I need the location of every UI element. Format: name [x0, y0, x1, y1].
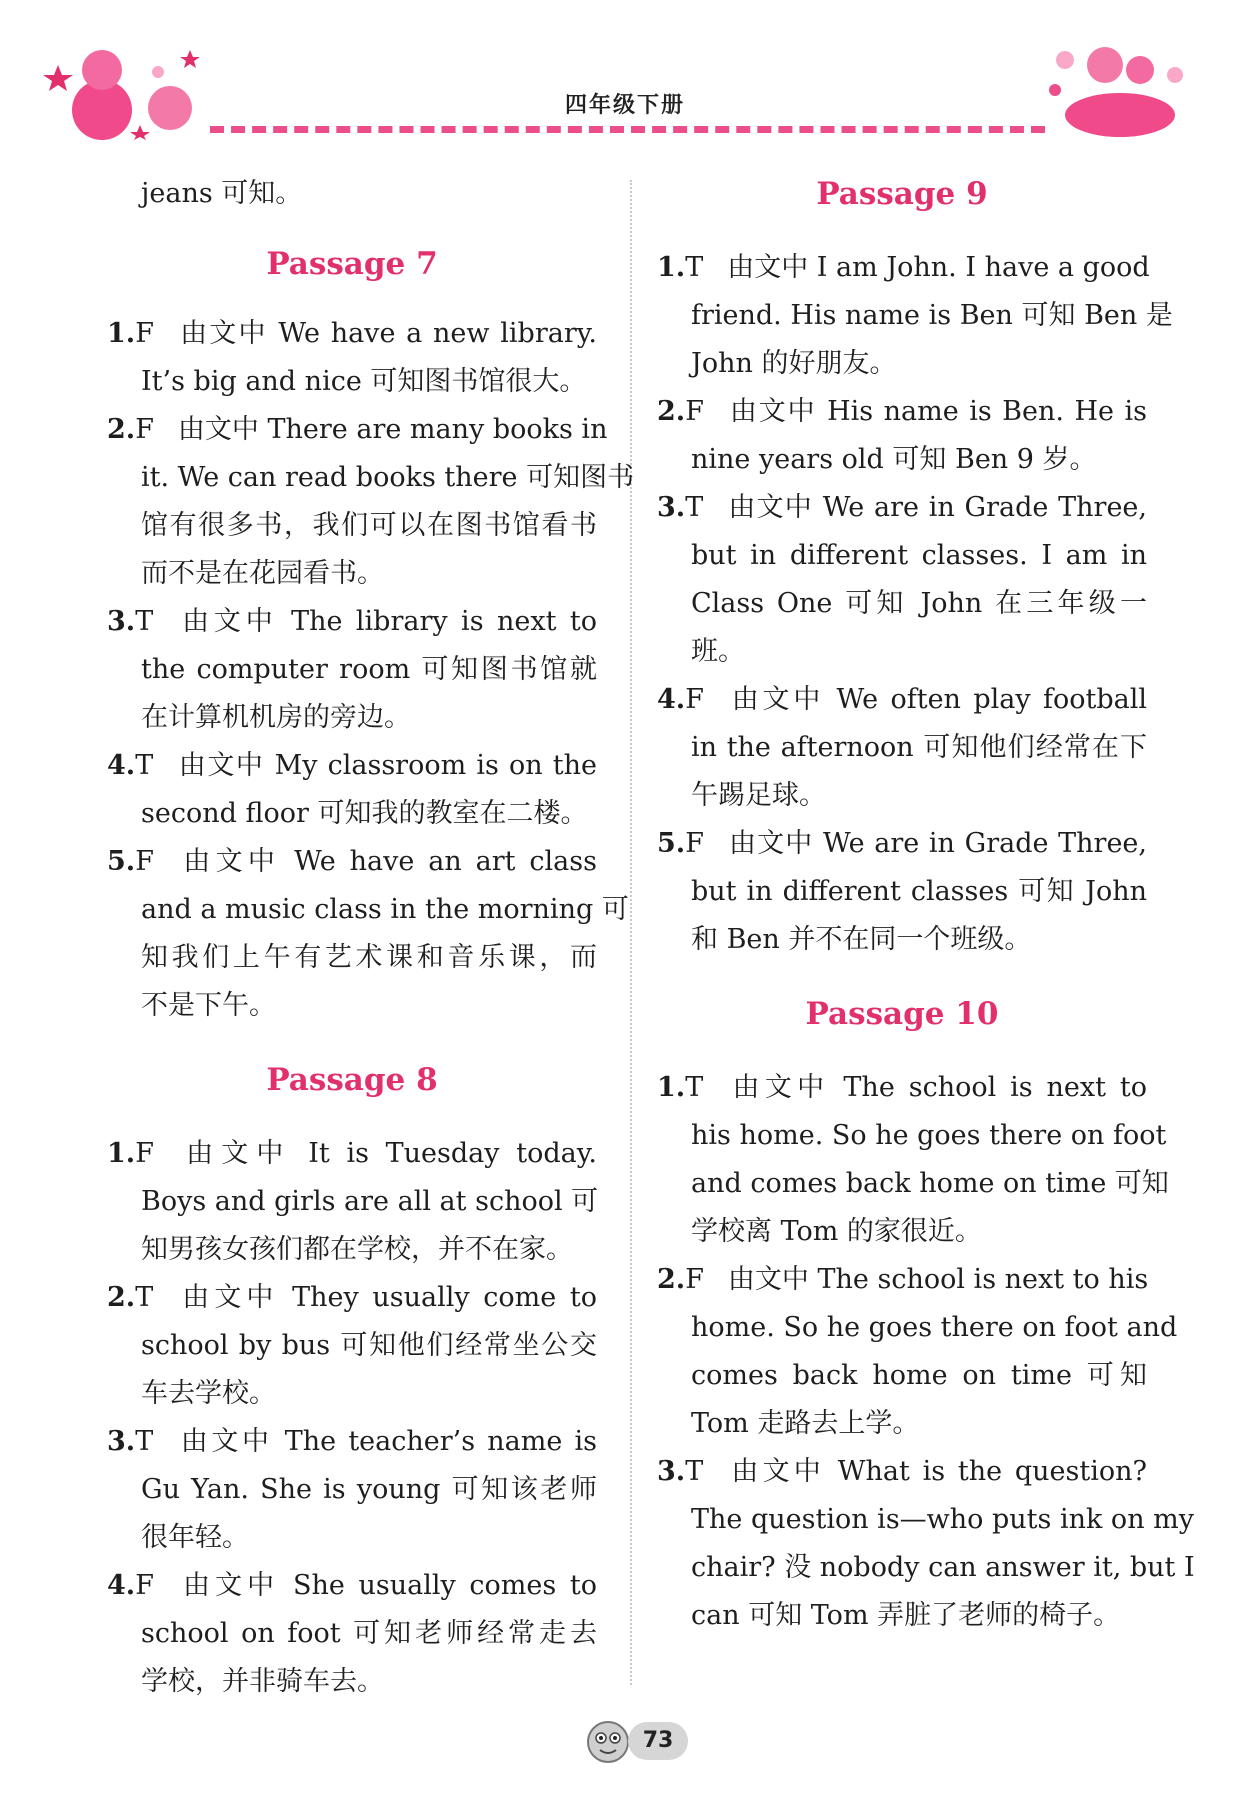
question-number: 1. — [107, 318, 136, 349]
question-number: 4. — [107, 1570, 136, 1601]
explanation-text: It’s big and nice 可知图书馆很大。 — [141, 366, 587, 397]
question-number: 2. — [107, 414, 136, 445]
question-number: 4. — [107, 750, 136, 781]
answer-mark: T — [135, 606, 154, 637]
answer-mark: F — [135, 318, 154, 349]
question-number: 5. — [107, 846, 136, 877]
explanation-text: nine years old 可知 Ben 9 岁。 — [691, 444, 1097, 475]
question-number: 2. — [107, 1282, 136, 1313]
question-item — [107, 406, 635, 598]
question-number: 2. — [657, 1264, 686, 1295]
snowman-decoration-icon — [40, 30, 220, 140]
passage-title: Passage 7 — [266, 246, 438, 282]
page-header — [0, 0, 1250, 160]
explanation-text: 由文中 I am John. I have a good — [727, 252, 1150, 283]
answer-mark: T — [135, 1426, 154, 1457]
explanation-text: 由文中 We often play football — [727, 684, 1147, 715]
explanation-text: 由文中 The teacher’s name is — [177, 1426, 597, 1457]
question-item — [107, 310, 597, 406]
question-number: 3. — [657, 1456, 686, 1487]
question-item — [657, 484, 1147, 676]
question-item — [107, 1562, 597, 1706]
question-number: 1. — [107, 1138, 136, 1169]
answer-mark: T — [685, 492, 704, 523]
question-item — [107, 598, 597, 742]
answer-mark: F — [685, 684, 704, 715]
explanation-text: Class One 可知 John 在三年级一 — [691, 588, 1147, 619]
explanation-text: 由文中 His name is Ben. He is — [727, 396, 1147, 427]
explanation-text: 由文中 It is Tuesday today. — [177, 1138, 597, 1169]
question-number: 1. — [657, 1072, 686, 1103]
explanation-text: 由文中 We are in Grade Three, — [727, 828, 1147, 859]
explanation-text: can 可知 Tom 弄脏了老师的椅子。 — [691, 1600, 1121, 1631]
question-number: 1. — [657, 252, 686, 283]
question-item — [657, 820, 1147, 964]
passage-title: Passage 9 — [816, 176, 988, 212]
page-number: 73 — [628, 1722, 688, 1760]
answer-mark: F — [685, 396, 704, 427]
question-number: 2. — [657, 396, 686, 427]
answer-mark: T — [135, 750, 154, 781]
answer-mark: F — [135, 846, 154, 877]
passage-title: Passage 10 — [805, 996, 999, 1032]
explanation-text: the computer room 可知图书馆就 — [141, 654, 597, 685]
explanation-text: his home. So he goes there on foot — [691, 1120, 1167, 1151]
mascot-icon — [582, 1714, 634, 1766]
answer-mark: F — [135, 414, 154, 445]
explanation-text: 在计算机机房的旁边。 — [141, 702, 411, 733]
explanation-text: 班。 — [691, 636, 745, 667]
answer-mark: T — [685, 1456, 704, 1487]
explanation-text: 车去学校。 — [141, 1378, 276, 1409]
question-number: 3. — [107, 1426, 136, 1457]
explanation-text: in the afternoon 可知他们经常在下 — [691, 732, 1147, 763]
explanation-text: 不是下午。 — [141, 990, 276, 1021]
explanation-text: 由文中 We have an art class — [177, 846, 597, 877]
explanation-text: 由文中 The school is next to his — [727, 1264, 1149, 1295]
explanation-text: second floor 可知我的教室在二楼。 — [141, 798, 588, 829]
question-item — [657, 1448, 1195, 1640]
question-item — [657, 676, 1147, 820]
explanation-text: 由文中 They usually come to — [177, 1282, 597, 1313]
question-item — [107, 838, 629, 1030]
explanation-text: Gu Yan. She is young 可知该老师 — [141, 1474, 597, 1505]
answer-mark: T — [135, 1282, 154, 1313]
left-column — [107, 170, 635, 1706]
question-item — [657, 1256, 1178, 1448]
book-title: 四年级下册 — [564, 92, 685, 118]
explanation-text: Boys and girls are all at school 可 — [141, 1186, 599, 1217]
explanation-text: 馆有很多书，我们可以在图书馆看书 — [141, 510, 597, 541]
question-item — [107, 1418, 597, 1562]
explanation-text: John 的好朋友。 — [691, 348, 897, 379]
question-item — [657, 244, 1173, 388]
question-item — [107, 1130, 597, 1274]
explanation-text: 由文中 We are in Grade Three, — [727, 492, 1147, 523]
answer-mark: F — [135, 1570, 154, 1601]
explanation-text: and a music class in the morning 可 — [141, 894, 629, 925]
answer-mark: F — [135, 1138, 154, 1169]
explanation-text: school by bus 可知他们经常坐公交 — [141, 1330, 597, 1361]
explanation-text: 由文中 The library is next to — [177, 606, 597, 637]
explanation-text: comes back home on time 可知 — [691, 1360, 1147, 1391]
explanation-text: 知我们上午有艺术课和音乐课，而 — [141, 942, 597, 973]
passage-title: Passage 8 — [266, 1062, 438, 1098]
explanation-text: 很年轻。 — [141, 1522, 249, 1553]
answer-mark: T — [685, 252, 704, 283]
explanation-text: 由文中 The school is next to — [727, 1072, 1147, 1103]
continued-text: jeans 可知。 — [141, 178, 303, 209]
answer-mark: T — [685, 1072, 704, 1103]
explanation-text: but in different classes 可知 John — [691, 876, 1147, 907]
explanation-text: 知男孩女孩们都在学校，并不在家。 — [141, 1234, 573, 1265]
explanation-text: 学校离 Tom 的家很近。 — [691, 1216, 982, 1247]
explanation-text: 午踢足球。 — [691, 780, 826, 811]
explanation-text: 和 Ben 并不在同一个班级。 — [691, 924, 1032, 955]
explanation-text: 由文中 There are many books in — [177, 414, 608, 445]
explanation-text: home. So he goes there on foot and — [691, 1312, 1178, 1343]
explanation-text: Tom 走路去上学。 — [691, 1408, 920, 1439]
question-number: 3. — [657, 492, 686, 523]
question-number: 3. — [107, 606, 136, 637]
explanation-text: but in different classes. I am in — [691, 540, 1147, 571]
question-item — [107, 742, 597, 838]
question-item — [107, 1274, 597, 1418]
right-column — [657, 170, 1195, 1640]
question-item — [657, 1064, 1169, 1256]
explanation-text: 而不是在花园看书。 — [141, 558, 384, 589]
explanation-text: it. We can read books there 可知图书 — [141, 462, 635, 493]
explanation-text: chair? 没 nobody can answer it, but I — [691, 1552, 1195, 1583]
explanation-text: and comes back home on time 可知 — [691, 1168, 1169, 1199]
explanation-text: 由文中 What is the question? — [727, 1456, 1147, 1487]
question-number: 4. — [657, 684, 686, 715]
explanation-text: friend. His name is Ben 可知 Ben 是 — [691, 300, 1173, 331]
answer-mark: F — [685, 1264, 704, 1295]
explanation-text: 由文中 She usually comes to — [177, 1570, 597, 1601]
explanation-text: 学校，并非骑车去。 — [141, 1666, 384, 1697]
question-item — [657, 388, 1147, 484]
question-number: 5. — [657, 828, 686, 859]
header-divider — [210, 126, 1045, 133]
answer-mark: F — [685, 828, 704, 859]
explanation-text: 由文中 My classroom is on the — [177, 750, 597, 781]
explanation-text: The question is—who puts ink on my — [691, 1504, 1195, 1535]
explanation-text: 由文中 We have a new library. — [177, 318, 597, 349]
explanation-text: school on foot 可知老师经常走去 — [141, 1618, 597, 1649]
flower-decoration-icon — [1025, 30, 1205, 140]
column-divider — [630, 180, 632, 1685]
